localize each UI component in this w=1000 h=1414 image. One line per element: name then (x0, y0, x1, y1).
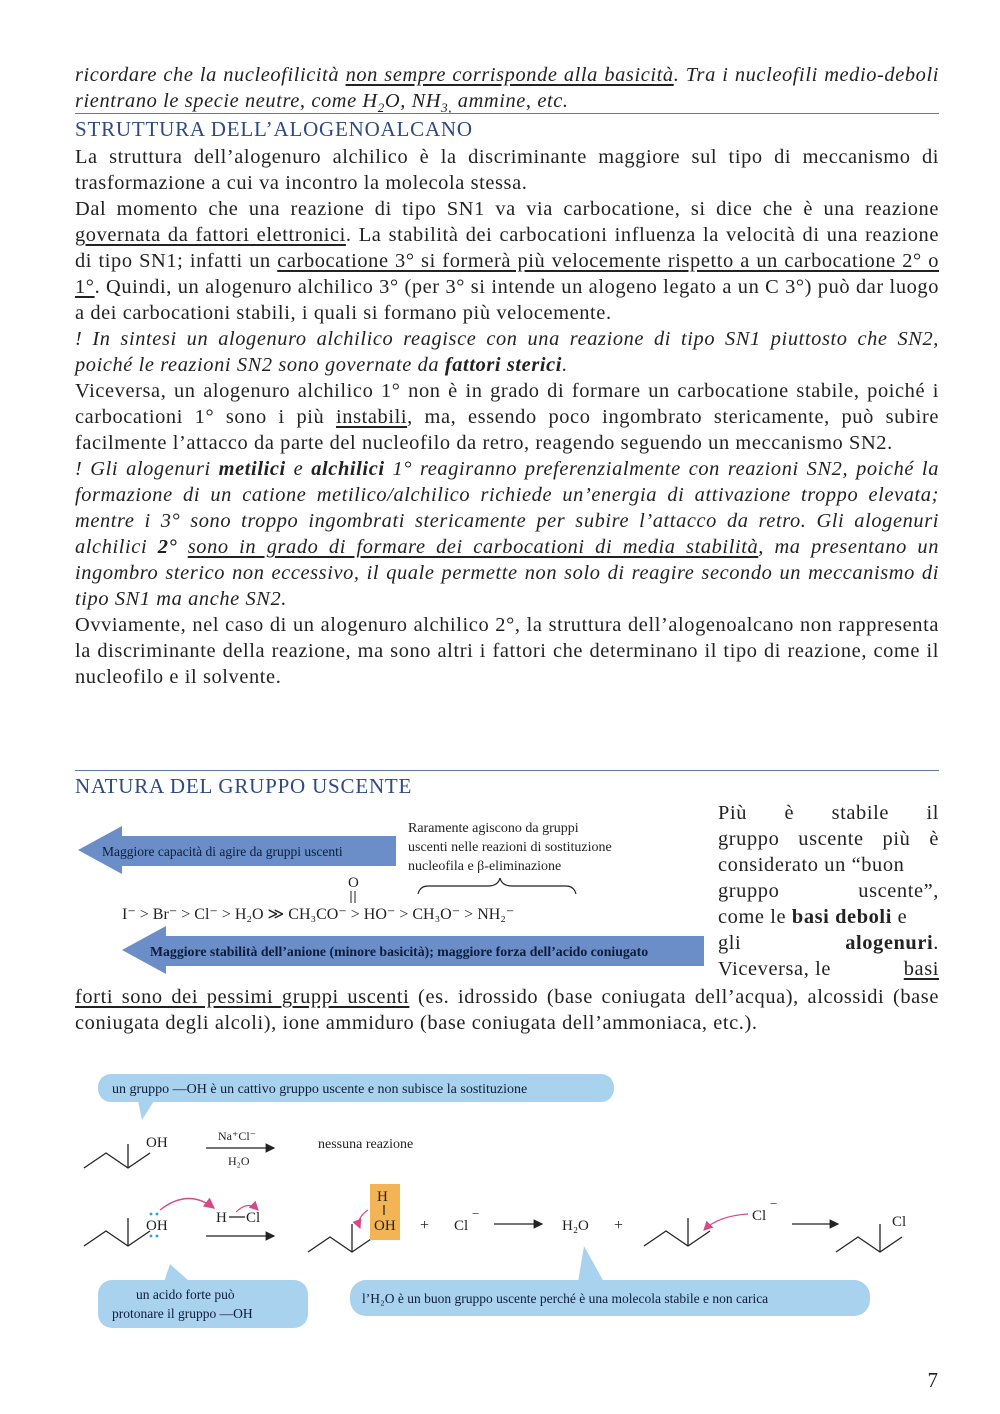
note-line-3: nucleofila e β-eliminazione (408, 859, 562, 874)
hcl-cl: Cl (246, 1210, 261, 1226)
bubble-left-pointer (164, 1264, 190, 1282)
plus-2: + (614, 1217, 624, 1234)
cl-anion-charge: − (472, 1206, 480, 1221)
side-line-7: Viceversa, le basi (718, 958, 939, 980)
leaving-group-series: I⁻ > Br⁻ > Cl⁻ > H₂O ≫ CH₃CO⁻ > HO⁻ > CH₃O⁻ > NH₂⁻ (122, 906, 515, 923)
brace (418, 878, 576, 894)
oh-protonation-figure (78, 1068, 924, 1330)
banner-pointer (138, 1101, 154, 1120)
molecule-1 (84, 1153, 150, 1168)
prot-oh: OH (374, 1218, 396, 1234)
cl-anion: Cl (454, 1218, 469, 1234)
note-line-1: Raramente agiscono da gruppi (408, 821, 579, 836)
carbonyl-oxygen: O (348, 875, 359, 891)
leaving-group-figure (78, 812, 708, 978)
water-label: H₂O (562, 1218, 589, 1234)
heading-struttura: STRUTTURA DELL’ALOGENOALCANO (75, 113, 939, 141)
plus-1: + (420, 1217, 430, 1234)
struttura-paragraph-2: Dal momento che una reazione di tipo SN1 va via carbocatione, si dice che è una reazione governata da fattori elettronici. La stabilità dei carbocationi influenza la velocità di una reazione di tipo SN1; infatti un carbocatione 3° si formerà più velocemente rispetto a un carbocatione 2° o 1°. Quindi, un alogenuro alchilico 3° (per 3° si intende un alogeno legato a un C 3°) può dar luogo a dei carbocationi stabili, i quali si formano più velocemente. (75, 198, 940, 324)
side-line-6: gli alogenuri. (718, 932, 939, 954)
molecule-2 (84, 1231, 150, 1246)
banner-text: un gruppo —OH è un cattivo gruppo uscente e non subisce la sostituzione (112, 1082, 528, 1097)
ovviamente-paragraph: Ovviamente, nel caso di un alogenuro alchilico 2°, la struttura dell’alogenoalcano non rappresenta la discriminante della reazione, ma sono altri i fattori che determinano il tipo di reazione, come il nucleofilo e il solvente. (75, 614, 939, 688)
oh-label-2: OH (146, 1218, 168, 1234)
sintesi-paragraph-2: ! Gli alogenuri metilici e alchilici 1° reagiranno preferenzialmente con reazioni SN2, poiché la formazione di un catione metilico/alchilico richiede un’energia di attivazione troppo elevata; mentre i 3° sono troppo ingombrati stericamente per subire l’attacco da retro. Gli alogenuri alchilici 2° sono in grado di formare dei carbocationi di media stabilità, ma presentano un ingombro sterico non eccessivo, il quale permette non solo di reagire secondo un meccanismo di tipo SN1 ma anche SN2. (75, 458, 940, 610)
side-line-5: come le basi deboli e (718, 906, 908, 928)
intro-paragraph: ricordare che la nucleofilicità non sempre corrisponde alla basicità. Tra i nucleofili medio-deboli rientrano le specie neutre, come $H_2O$, $NH_{3,}$ ammine, etc. (75, 64, 939, 116)
cl-product: Cl (892, 1214, 907, 1230)
side-line-2: gruppo uscente più è (718, 828, 939, 850)
basi-forti-paragraph: forti sono dei pessimi gruppi uscenti (es. idrossido (base coniugata dell’acqua), alcossidi (base coniugata degli alcoli), ione ammiduro (base coniugata dell’ammoniaca, etc.). (75, 986, 939, 1034)
oh-label: OH (146, 1135, 168, 1151)
sintesi-paragraph-1: ! In sintesi un alogenuro alchilico reagisce con una reazione di tipo SN1 piuttosto che SN2, poiché le reazioni SN2 sono governate da fattori sterici. (75, 328, 939, 376)
reagent-label: Na⁺Cl⁻ (218, 1129, 256, 1143)
no-reaction-label: nessuna reazione (318, 1137, 414, 1152)
side-line-1: Più è stabile il (718, 802, 939, 824)
product-molecule (836, 1237, 902, 1252)
molecule-3 (308, 1237, 374, 1252)
arrow-top-label: Maggiore capacità di agire da gruppi uscenti (102, 844, 343, 859)
prot-h: H (377, 1189, 388, 1205)
solvent-label: H₂O (228, 1154, 250, 1168)
attack-arrow (160, 1198, 214, 1210)
viceversa-paragraph: Viceversa, un alogenuro alchilico 1° non è in grado di formare un carbocatione stabile, poiché i carbocationi 1° sono i più instabili, ma, essendo poco ingombrato stericamente, può subire facilmente l’attacco da parte del nucleofilo da retro, reagendo seguendo un meccanismo SN2. (75, 380, 939, 454)
cl-attacker-charge: − (770, 1196, 778, 1211)
bubble-right-text: l’H₂O è un buon gruppo uscente perché è una molecola stabile e non carica (362, 1291, 769, 1306)
bubble-left-line-1: un acido forte può (136, 1287, 235, 1302)
bubble-right-pointer (578, 1246, 604, 1282)
side-text (718, 800, 939, 982)
cl-attacker: Cl (752, 1208, 767, 1224)
arrow-bottom-label: Maggiore stabilità dell’anione (minore basicità); maggiore forza dell’acido coniugato (150, 944, 649, 959)
side-line-3: considerato un “buon (718, 854, 905, 876)
heading-natura: NATURA DEL GRUPPO USCENTE (75, 770, 939, 798)
note-line-2: uscenti nelle reazioni di sostituzione (408, 840, 612, 855)
page-number: 7 (927, 1368, 938, 1392)
struttura-paragraph-1: La struttura dell’alogenuro alchilico è la discriminante maggiore sul tipo di meccanismo di trasformazione a cui va incontro la molecola stessa. (75, 146, 939, 194)
side-line-4: gruppo uscente”, (718, 880, 939, 902)
carbocation (644, 1231, 710, 1246)
struttura-body (75, 144, 939, 690)
bubble-left-line-2: protonare il gruppo —OH (112, 1306, 253, 1321)
hcl-h: H (216, 1210, 227, 1226)
